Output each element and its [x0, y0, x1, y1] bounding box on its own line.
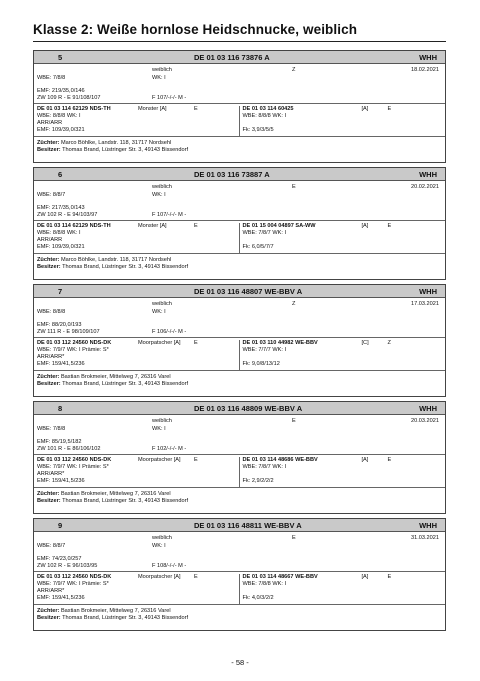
sire-code: E: [194, 223, 198, 229]
herdbook-symbol: E: [292, 535, 296, 541]
birth-date: 31.03.2021: [411, 535, 439, 541]
birth-date: 17.03.2021: [411, 301, 439, 307]
emf-values: EMF: 217/35,0/143: [37, 205, 85, 211]
sex-label: weiblich: [152, 67, 172, 73]
breeder-line: [37, 374, 188, 381]
sire-info: [34, 223, 240, 253]
sire-info: [34, 574, 240, 604]
herdbook-symbol: Z: [292, 67, 296, 73]
emf-values: EMF: 219/35,0/146: [37, 88, 85, 94]
dam-fk: Fk: 9,0/8/13/12: [242, 361, 280, 367]
sire-id: DE 01 03 114 62129 NDS-TH: [37, 223, 111, 229]
card-header: [34, 285, 445, 298]
owner-label: Besitzer:: [37, 498, 61, 505]
birth-date: 20.02.2021: [411, 184, 439, 190]
sire-code: E: [194, 574, 198, 580]
f-value: F 106/-/-/- M -: [152, 329, 187, 335]
f-value: F 108/-/-/- M -: [152, 563, 187, 569]
animal-card: [33, 284, 446, 397]
dam-id: DE 01 03 114 48667 WE-BBV: [242, 574, 318, 580]
catalog-number: 9: [58, 521, 63, 530]
sire-name: Moorpatscher [A]: [138, 574, 181, 580]
sex-label: weiblich: [152, 418, 172, 424]
title-divider: [33, 41, 446, 42]
sire-name: Monster [A]: [138, 223, 167, 229]
breed-code: WHH: [419, 521, 437, 530]
wbe-score: WBE: 7/8/8: [37, 75, 66, 81]
breeding-value: ZW 102 R - E 96/103/95: [37, 563, 98, 569]
animal-card: [33, 50, 446, 163]
card-header: [34, 51, 445, 64]
owner-label: Besitzer:: [37, 264, 61, 271]
breeder-label: Züchter:: [37, 257, 60, 263]
owner-address: Thomas Brand, Lüstringer Str. 3, 49143 Bissendorf: [62, 264, 189, 271]
parents-section: [34, 571, 445, 605]
owner-address: Thomas Brand, Lüstringer Str. 3, 49143 Bissendorf: [62, 147, 189, 154]
owner-label: Besitzer:: [37, 615, 61, 622]
sire-code: E: [194, 457, 198, 463]
registration-number: DE 01 03 116 48807 WE-BBV A: [194, 287, 303, 296]
wbe-score: WBE: 7/8/8: [37, 426, 66, 432]
sire-wbe: WBE: 8/8/8 WK: I: [37, 113, 81, 119]
f-value: F 107/-/-/- M -: [152, 95, 187, 101]
dam-wbe: WBE: 7/7/7 WK: I: [242, 347, 287, 353]
sire-genotype: ARR/ARR*: [37, 471, 65, 477]
breeding-value: ZW 101 R - E 86/106/102: [37, 446, 101, 452]
wk-class: WK: I: [152, 192, 166, 198]
catalog-number: 7: [58, 287, 63, 296]
page-title: Klasse 2: Weiße hornlose Heidschnucke, weiblich: [33, 22, 358, 37]
sire-emf: EMF: 109/39,0/321: [37, 127, 85, 133]
breeder-line: [37, 491, 188, 498]
sire-name: Moorpatscher [A]: [138, 340, 181, 346]
breeder-address: Marco Böhlke, Landstr. 118, 31717 Nordsehl: [60, 140, 172, 146]
breed-code: WHH: [419, 170, 437, 179]
dam-name: [A]: [361, 574, 369, 580]
parents-section: [34, 337, 445, 371]
sex-label: weiblich: [152, 301, 172, 307]
breed-code: WHH: [419, 287, 437, 296]
breeder-address: Bastian Brokmeier, Mittelweg 7, 26316 Varel: [60, 374, 171, 380]
sire-info: [34, 106, 240, 136]
dam-code: E: [387, 457, 392, 463]
dam-code: E: [387, 223, 392, 229]
sire-info: [34, 340, 240, 370]
breeding-value: ZW 111 R - E 98/109/107: [37, 329, 100, 335]
card-footer: [37, 491, 188, 505]
breeder-address: Bastian Brokmeier, Mittelweg 7, 26316 Varel: [60, 491, 171, 497]
dam-fk: Fk: 4,0/3/2/2: [242, 595, 274, 601]
breeder-line: [37, 257, 188, 264]
card-footer: [37, 608, 188, 622]
card-header: [34, 402, 445, 415]
birth-date: 18.02.2021: [411, 67, 439, 73]
sire-emf: EMF: 159/41,5/236: [37, 595, 85, 601]
sire-wbe: WBE: 7/9/7 WK: I Prämie: S*: [37, 347, 109, 353]
owner-line: [37, 147, 188, 154]
card-footer: [37, 140, 188, 154]
parents-section: [34, 454, 445, 488]
wbe-score: WBE: 8/8/8: [37, 309, 66, 315]
sex-label: weiblich: [152, 184, 172, 190]
dam-info: [240, 106, 446, 136]
herdbook-symbol: E: [292, 184, 296, 190]
owner-line: [37, 381, 188, 388]
dam-info: [240, 574, 446, 604]
owner-line: [37, 615, 188, 622]
sire-id: DE 01 03 114 62129 NDS-TH: [37, 106, 111, 112]
catalog-number: 8: [58, 404, 63, 413]
f-value: F 102/-/-/- M -: [152, 446, 187, 452]
sex-label: weiblich: [152, 535, 172, 541]
birth-date: 20.03.2021: [411, 418, 439, 424]
sire-id: DE 01 03 112 24560 NDS-DK: [37, 457, 112, 463]
animal-card: [33, 401, 446, 514]
dam-id: DE 01 15 004 04897 SA-WW: [242, 223, 316, 229]
sire-code: E: [194, 340, 198, 346]
sire-wbe: WBE: 7/9/7 WK: I Prämie: S*: [37, 464, 109, 470]
catalog-number: 5: [58, 53, 63, 62]
animal-card-list: [33, 50, 446, 635]
dam-code: Z: [387, 340, 391, 346]
dam-fk: Fk: 3,9/3/5/5: [242, 127, 274, 133]
dam-info: [240, 457, 446, 487]
dam-name: [C]: [361, 340, 369, 346]
owner-address: Thomas Brand, Lüstringer Str. 3, 49143 Bissendorf: [62, 381, 189, 388]
wbe-score: WBE: 8/8/7: [37, 192, 66, 198]
breeder-address: Bastian Brokmeier, Mittelweg 7, 26316 Varel: [60, 608, 171, 614]
sire-emf: EMF: 109/39,0/321: [37, 244, 85, 250]
wbe-score: WBE: 8/8/7: [37, 543, 66, 549]
dam-name: [A]: [361, 223, 369, 229]
sire-name: Monster [A]: [138, 106, 167, 112]
owner-line: [37, 264, 188, 271]
dam-id: DE 01 03 114 60425: [242, 106, 294, 112]
sire-genotype: ARR/ARR: [37, 237, 63, 243]
card-header: [34, 168, 445, 181]
sire-emf: EMF: 159/41,5/236: [37, 361, 85, 367]
card-header: [34, 519, 445, 532]
breeder-label: Züchter:: [37, 491, 60, 497]
breeding-value: ZW 109 R - E 91/108/107: [37, 95, 101, 101]
emf-values: EMF: 88/20,0/193: [37, 322, 82, 328]
sire-emf: EMF: 159/41,5/236: [37, 478, 85, 484]
emf-values: EMF: 85/19,5/182: [37, 439, 82, 445]
card-footer: [37, 374, 188, 388]
registration-number: DE 01 03 116 48811 WE-BBV A: [194, 521, 302, 530]
breeder-label: Züchter:: [37, 608, 60, 614]
parents-section: [34, 220, 445, 254]
wk-class: WK: I: [152, 543, 166, 549]
dam-wbe: WBE: 8/8/8 WK: I: [242, 113, 287, 119]
dam-name: [A]: [361, 457, 369, 463]
owner-address: Thomas Brand, Lüstringer Str. 3, 49143 Bissendorf: [62, 615, 189, 622]
breeder-line: [37, 608, 188, 615]
animal-card: [33, 518, 446, 631]
breeder-line: [37, 140, 188, 147]
sire-name: Moorpatscher [A]: [138, 457, 181, 463]
dam-code: E: [387, 106, 392, 112]
dam-fk: Fk: 6,0/5/7/7: [242, 244, 274, 250]
herdbook-symbol: Z: [292, 301, 296, 307]
owner-address: Thomas Brand, Lüstringer Str. 3, 49143 Bissendorf: [62, 498, 189, 505]
dam-id: DE 01 03 114 48686 WE-BBV: [242, 457, 318, 463]
owner-label: Besitzer:: [37, 381, 61, 388]
breeder-label: Züchter:: [37, 374, 60, 380]
registration-number: DE 01 03 116 48809 WE-BBV A: [194, 404, 303, 413]
dam-name: [A]: [361, 106, 369, 112]
herdbook-symbol: E: [292, 418, 296, 424]
wk-class: WK: I: [152, 75, 166, 81]
parents-section: [34, 103, 445, 137]
breeder-address: Marco Böhlke, Landstr. 118, 31717 Nordsehl: [60, 257, 172, 263]
sire-info: [34, 457, 240, 487]
sire-wbe: WBE: 8/8/8 WK: I: [37, 230, 81, 236]
breeder-label: Züchter:: [37, 140, 60, 146]
breed-code: WHH: [419, 53, 437, 62]
card-footer: [37, 257, 188, 271]
dam-info: [240, 223, 446, 253]
f-value: F 107/-/-/- M -: [152, 212, 187, 218]
dam-info: [240, 340, 446, 370]
wk-class: WK: I: [152, 426, 166, 432]
sire-genotype: ARR/ARR*: [37, 354, 65, 360]
page-number: - 58 -: [231, 658, 249, 667]
sire-id: DE 01 03 112 24560 NDS-DK: [37, 340, 112, 346]
sire-wbe: WBE: 7/9/7 WK: I Prämie: S*: [37, 581, 109, 587]
animal-card: [33, 167, 446, 280]
registration-number: DE 01 03 116 73887 A: [194, 170, 270, 179]
emf-values: EMF: 74/23,0/257: [37, 556, 82, 562]
dam-fk: Fk: 2,9/2/2/2: [242, 478, 274, 484]
dam-wbe: WBE: 7/8/8 WK: I: [242, 581, 287, 587]
dam-wbe: WBE: 7/8/7 WK: I: [242, 230, 287, 236]
catalog-number: 6: [58, 170, 63, 179]
breeding-value: ZW 102 R - E 94/103/97: [37, 212, 98, 218]
owner-line: [37, 498, 188, 505]
owner-label: Besitzer:: [37, 147, 61, 154]
dam-id: DE 01 03 110 44982 WE-BBV: [242, 340, 318, 346]
dam-code: E: [387, 574, 392, 580]
breed-code: WHH: [419, 404, 437, 413]
dam-wbe: WBE: 7/8/7 WK: I: [242, 464, 287, 470]
sire-genotype: ARR/ARR: [37, 120, 63, 126]
sire-code: E: [194, 106, 198, 112]
sire-genotype: ARR/ARR*: [37, 588, 65, 594]
registration-number: DE 01 03 116 73876 A: [194, 53, 270, 62]
sire-id: DE 01 03 112 24560 NDS-DK: [37, 574, 112, 580]
wk-class: WK: I: [152, 309, 166, 315]
